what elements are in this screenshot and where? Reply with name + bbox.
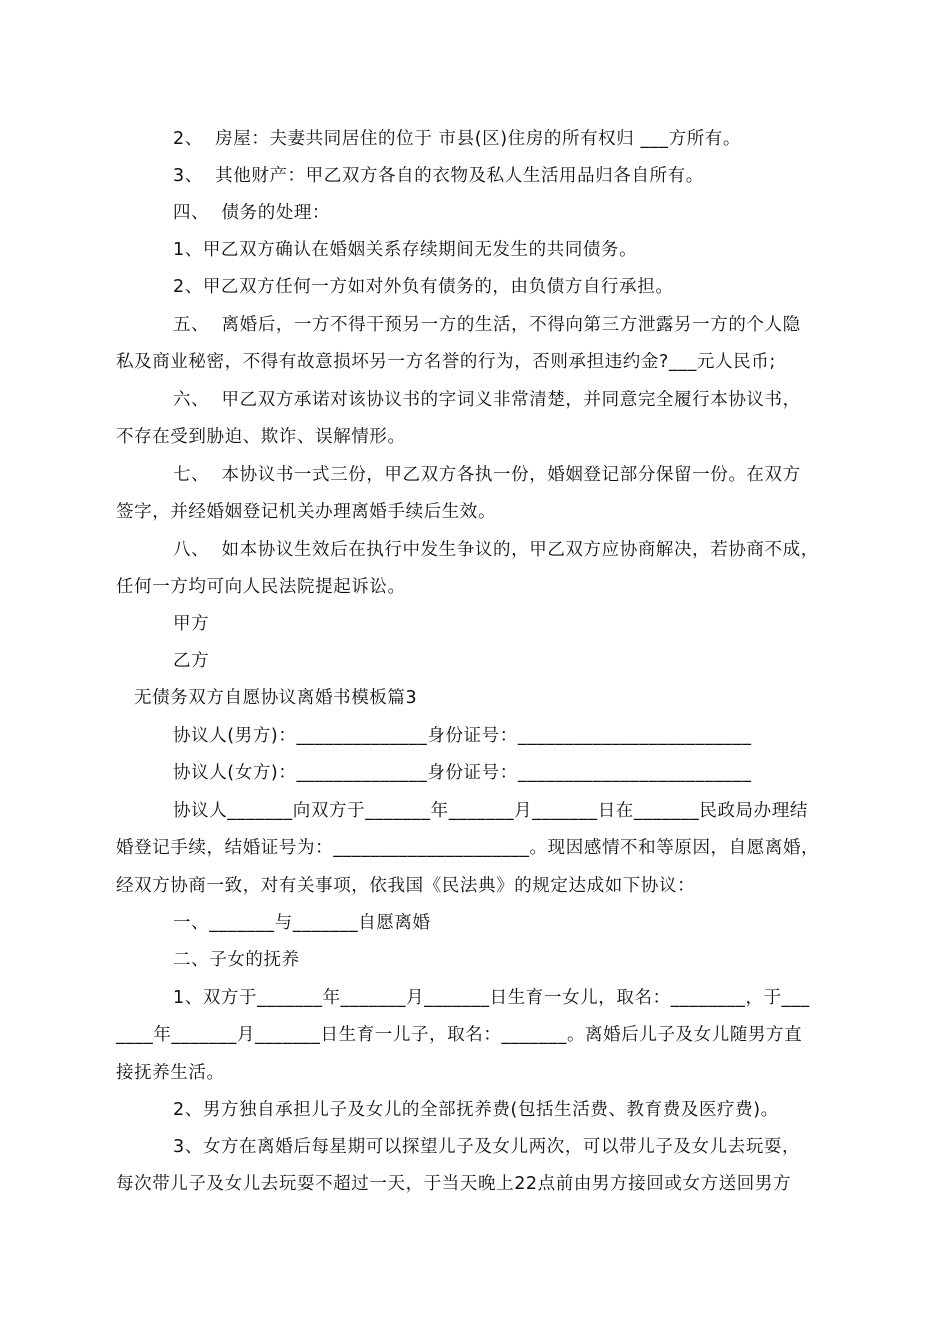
female-party-line: 协议人(女方)：______________身份证号：_________________________: [173, 763, 752, 783]
child-clause-1-line-1: 1、双方于_______年_______月_______日生育一女儿，取名：________，于___: [173, 988, 810, 1008]
template-3-title: 无债务双方自愿协议离婚书模板篇3: [134, 688, 418, 708]
child-clause-3-line-2: 每次带儿子及女儿去玩耍不超过一天，于当天晚上22点前由男方接回或女方送回男方: [116, 1174, 792, 1194]
debt-clause-2: 2、甲乙双方任何一方如对外负有债务的，由负债方自行承担。: [173, 277, 674, 297]
registration-line-3: 经双方协商一致，对有关事项，依我国《民法典》的规定达成如下协议：: [116, 876, 696, 896]
property-other-clause: 3、 其他财产：甲乙双方各自的衣物及私人生活用品归各自所有。: [173, 166, 704, 186]
child-clause-1-line-2: ____年_______月_______日生育一儿子，取名：_______。离婚后儿子及女儿随男方直: [116, 1025, 803, 1045]
clause-6-line-1: 六、 甲乙双方承诺对该协议书的字词义非常清楚，并同意完全履行本协议书，: [173, 390, 801, 410]
clause-8-line-1: 八、 如本协议生效后在执行中发生争议的，甲乙双方应协商解决，若协商不成，: [173, 540, 819, 560]
child-custody-heading: 二、子女的抚养: [173, 950, 300, 970]
clause-7-line-2: 签字，并经婚姻登记机关办理离婚手续后生效。: [116, 502, 497, 522]
debt-clause-1: 1、甲乙双方确认在婚姻关系存续期间无发生的共同债务。: [173, 240, 638, 260]
clause-5-line-1: 五、 离婚后，一方不得干预另一方的生活，不得向第三方泄露另一方的个人隐: [173, 315, 801, 335]
party-a-signature: 甲方: [173, 614, 210, 634]
child-clause-2: 2、男方独自承担儿子及女儿的全部抚养费(包括生活费、教育费及医疗费)。: [173, 1100, 779, 1120]
divorce-clause-1: 一、_______与_______自愿离婚: [173, 913, 431, 933]
child-clause-3-line-1: 3、女方在离婚后每星期可以探望儿子及女儿两次，可以带儿子及女儿去玩耍，: [173, 1137, 801, 1157]
clause-5-line-2: 私及商业秘密，不得有故意损坏另一方名誉的行为，否则承担违约金?___元人民币;: [116, 352, 776, 372]
clause-7-line-1: 七、 本协议书一式三份，甲乙双方各执一份，婚姻登记部分保留一份。在双方: [173, 465, 801, 485]
registration-line-1: 协议人_______向双方于_______年_______月_______日在_______民政局办理结: [173, 801, 808, 821]
male-party-line: 协议人(男方)：______________身份证号：_________________________: [173, 726, 752, 746]
clause-8-line-2: 任何一方均可向人民法院提起诉讼。: [116, 577, 406, 597]
clause-6-line-2: 不存在受到胁迫、欺诈、误解情形。: [116, 427, 406, 447]
property-house-clause: 2、 房屋：夫妻共同居住的位于 市县(区)住房的所有权归 ___方所有。: [173, 129, 741, 149]
party-b-signature: 乙方: [173, 651, 210, 671]
child-clause-1-line-3: 接抚养生活。: [116, 1063, 225, 1083]
registration-line-2: 婚登记手续，结婚证号为：_____________________。现因感情不和等原因，自愿离婚，: [116, 838, 820, 858]
debt-section-heading: 四、 债务的处理：: [173, 203, 331, 223]
